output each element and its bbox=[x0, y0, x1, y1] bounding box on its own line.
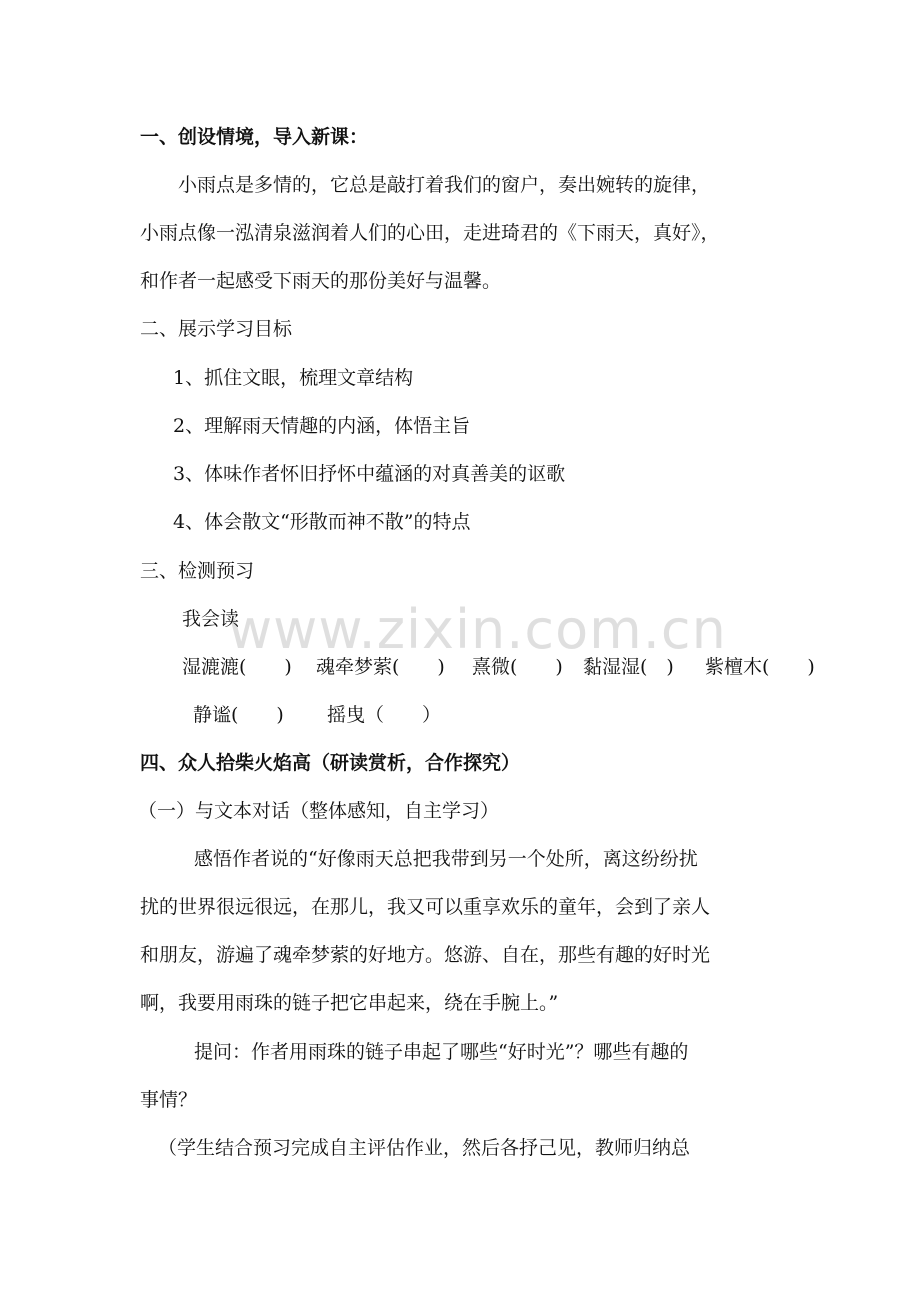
section4-subheading: （一）与文本对话（整体感知，自主学习） bbox=[138, 800, 500, 822]
goal-item: 4、体会散文“形散而神不散”的特点 bbox=[173, 511, 471, 533]
reading-word-item: 魂牵梦萦( ) bbox=[316, 656, 445, 678]
watermark: www.zixin.com.cn bbox=[228, 598, 727, 661]
reading-word-item: 黏湿湿( ) bbox=[583, 656, 674, 678]
quote-line: 啊，我要用雨珠的链子把它串起来，绕在手腕上。” bbox=[140, 992, 559, 1014]
section4-heading: 四、众人拾柴火焰高（研读赏析，合作探究） bbox=[140, 752, 521, 774]
quote-line: 感悟作者说的“好像雨天总把我带到另一个处所，离这纷纷扰 bbox=[194, 848, 698, 870]
quote-line: 扰的世界很远很远，在那儿，我又可以重享欢乐的童年，会到了亲人 bbox=[140, 896, 711, 918]
reading-word-item: 湿漉漉( ) bbox=[182, 656, 292, 678]
goal-item: 3、体味作者怀旧抒怀中蕴涵的对真善美的讴歌 bbox=[173, 463, 566, 485]
note-line: （学生结合预习完成自主评估作业，然后各抒己见，教师归纳总 bbox=[158, 1137, 691, 1159]
section3-heading: 三、检测预习 bbox=[140, 560, 255, 582]
quote-line: 和朋友，游遍了魂牵梦萦的好地方。悠游、自在，那些有趣的好时光 bbox=[140, 944, 711, 966]
goal-item: 2、理解雨天情趣的内涵，体悟主旨 bbox=[173, 415, 471, 437]
section3-subheading: 我会读 bbox=[182, 608, 240, 630]
section1-paragraph-line3: 和作者一起感受下雨天的那份美好与温馨。 bbox=[140, 270, 502, 292]
reading-word-item: 摇曳（ ） bbox=[327, 704, 442, 726]
question-line: 提问：作者用雨珠的链子串起了哪些“好时光”？哪些有趣的 bbox=[194, 1041, 689, 1063]
goal-item: 1、抓住文眼，梳理文章结构 bbox=[173, 367, 414, 389]
question-line: 事情？ bbox=[140, 1089, 198, 1111]
reading-word-item: 紫檀木( ) bbox=[705, 656, 815, 678]
reading-word-item: 熹微( ) bbox=[472, 656, 563, 678]
section1-paragraph-line2: 小雨点像一泓清泉滋润着人们的心田，走进琦君的《下雨天，真好》， bbox=[140, 222, 720, 244]
section2-heading: 二、展示学习目标 bbox=[140, 318, 293, 340]
section1-paragraph-line1: 小雨点是多情的，它总是敲打着我们的窗户，奏出婉转的旋律， bbox=[178, 174, 711, 196]
reading-word-item: 静谧( ) bbox=[193, 704, 284, 726]
section1-heading: 一、创设情境，导入新课： bbox=[140, 126, 369, 148]
